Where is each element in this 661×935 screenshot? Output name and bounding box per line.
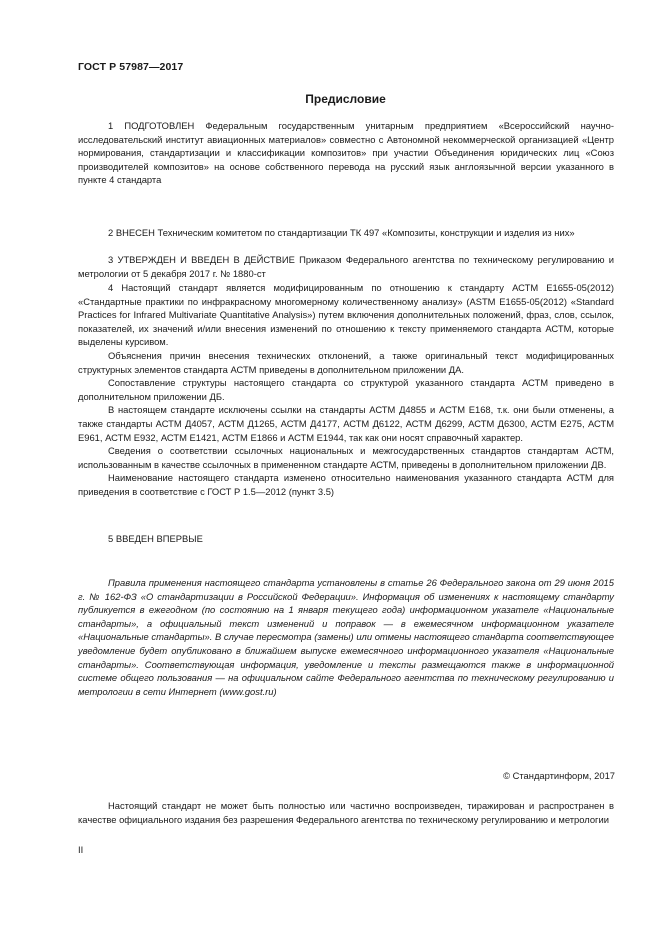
section-4-paragraph: В настоящем стандарте исключены ссылки на стандарты АСТМ Д4855 и АСТМ Е168, т.к. они были отменены, а также стандарты АСТМ Д4057, АСТМ Д1265, АСТМ Д4177, АСТМ Д6122, АСТМ Д6299, АСТМ Д6300, АСТМ Е275, АСТМ Е961, АСТМ Е932, АСТМ Е1421, АСТМ Е1866 и АСТМ Е1944, так как они носят справочный характер. xyxy=(78,404,614,443)
section-4-paragraph: Объяснения причин внесения технических отклонений, а также оригинальный текст модифицированных структурных элементов стандарта АСТМ приведены в дополнительном приложении ДА. xyxy=(78,349,614,375)
reproduction-note xyxy=(78,799,614,826)
section-4 xyxy=(78,281,614,499)
section-4-paragraph: Сведения о соответствии ссылочных национальных и межгосударственных стандартов стандартам АСТМ, использованным в качестве ссылочных в примененном стандарте АСТМ, приведены в дополнительном приложении ДВ. xyxy=(78,445,614,470)
section-3-text: 3 УТВЕРЖДЕН И ВВЕДЕН В ДЕЙСТВИЕ Приказом Федерального агентства по техническому регулированию и метрологии от 5 декабря 2017 г. № 1880-ст xyxy=(78,254,614,279)
rules-note xyxy=(78,576,614,698)
standard-code: ГОСТ Р 57987—2017 xyxy=(78,61,184,73)
section-2 xyxy=(78,226,614,240)
section-4-paragraph: 4 Настоящий стандарт является модифицированным по отношению к стандарту АСТМ Е1655-05(2012) «Стандартные практики по инфракрасному многомерному количественному анализу» (ASTM E1655-05(2012) «Standard Practices for Infrared Multivariate Quantitative Analysis») путем включения дополнительных положений, фраз, слов, ссылок, показателей, их значений и/или внесения изменений по отношению к тексту применяемого стандарта АСТМ, которые выделены курсивом. xyxy=(78,282,614,348)
section-1-text: 1 ПОДГОТОВЛЕН Федеральным государственным унитарным предприятием «Всероссийский научно-исследовательский институт авиационных материалов» совместно с Автономной некоммерческой организацией «Центр нормирования, стандартизации и классификации композитов» при участии Объединения юридических лиц «Союз производителей композитов» на основе собственного перевода на русский язык англоязычной версии указанного в пункте 4 стандарта xyxy=(78,120,614,186)
section-5-text: 5 ВВЕДЕН ВПЕРВЫЕ xyxy=(108,533,203,544)
section-2-text: 2 ВНЕСЕН Техническим комитетом по стандартизации ТК 497 «Композиты, конструкции и изделия из них» xyxy=(108,227,575,238)
section-4-paragraph: Наименование настоящего стандарта изменено относительно наименования указанного стандарта АСТМ для приведения в соответствие с ГОСТ Р 1.5—2012 (пункт 3.5) xyxy=(78,472,614,497)
page-number: II xyxy=(78,844,84,855)
section-3 xyxy=(78,252,614,280)
reproduction-note-text: Настоящий стандарт не может быть полностью или частично воспроизведен, тиражирован и распространен в качестве официального издания без разрешения Федерального агентства по техническому регулированию и метрологии xyxy=(78,800,614,825)
copyright: © Стандартинформ, 2017 xyxy=(503,770,615,781)
page-title: Предисловие xyxy=(305,92,386,106)
section-4-paragraph: Сопоставление структуры настоящего стандарта со структурой указанного стандарта АСТМ приведено в дополнительном приложении ДБ. xyxy=(78,377,614,402)
section-5 xyxy=(78,532,614,546)
rules-note-text: Правила применения настоящего стандарта установлены в статье 26 Федерального закона от 29 июня 2015 г. № 162-ФЗ «О стандартизации в Российской Федерации». Информация об изменениях к настоящему стандарту публикуется в ежегодном (по состоянию на 1 января текущего года) информационном указателе «Национальные стандарты», а официальный текст изменений и поправок — в ежемесячном информационном указателе «Национальные стандарты». В случае пересмотра (замены) или отмены настоящего стандарта соответствующее уведомление будет опубликовано в ближайшем выпуске ежемесячного информационного указателя «Национальные стандарты». Соответствующая информация, уведомление и тексты размещаются также в информационной системе общего пользования — на официальном сайте Федерального агентства по техническому регулированию и метрологии в сети Интернет (www.gost.ru) xyxy=(78,577,614,697)
section-1 xyxy=(78,119,614,187)
